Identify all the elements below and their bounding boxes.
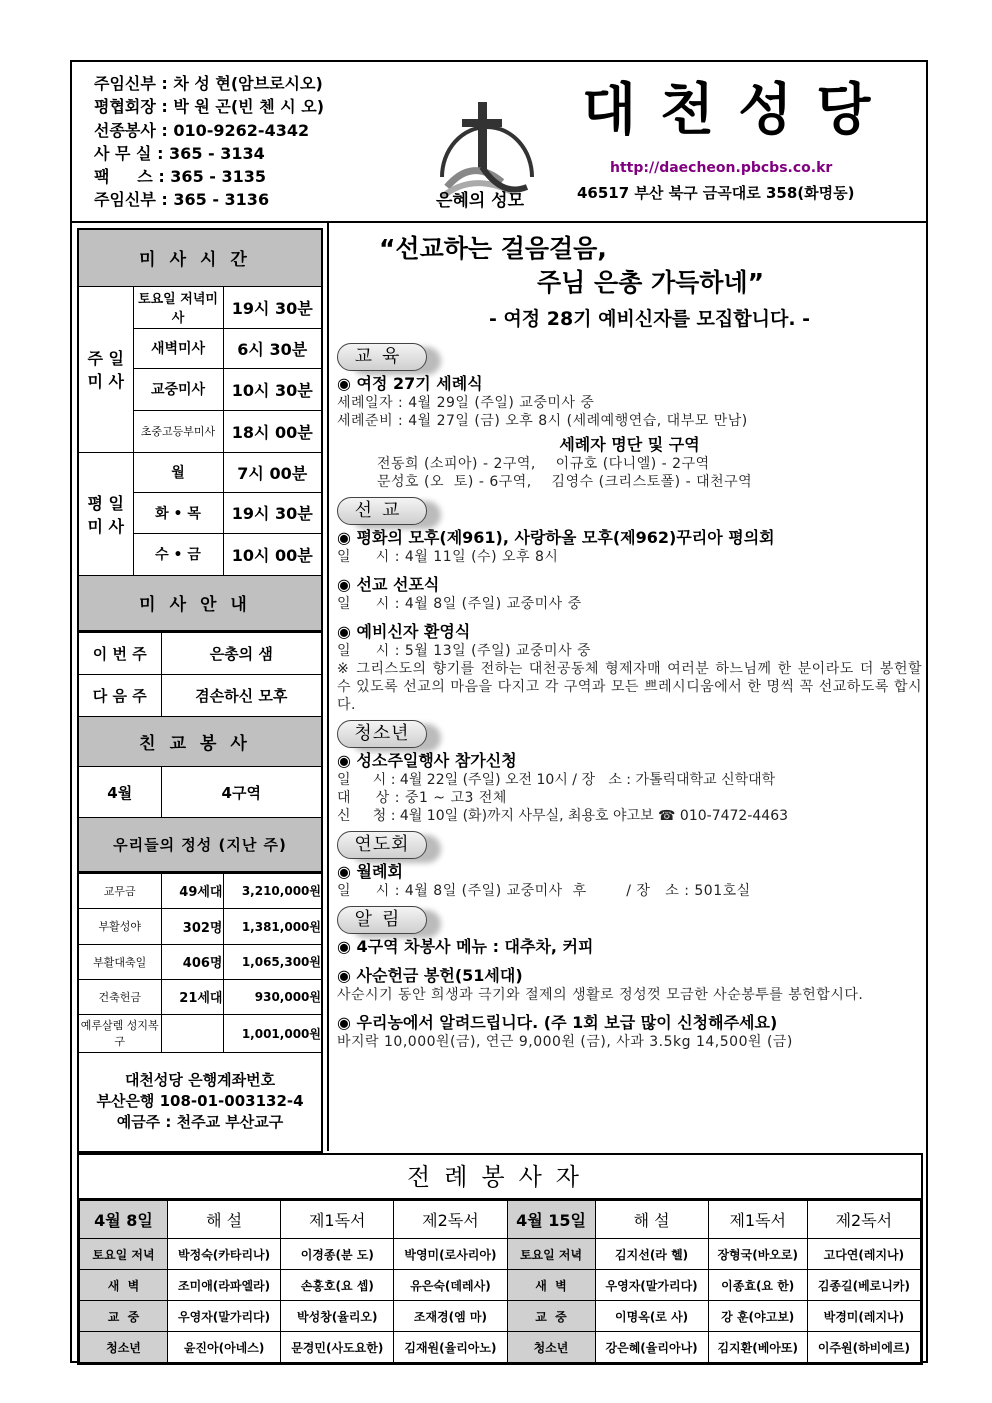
left-column [77, 228, 323, 1153]
sunday-label: 주 일 미 사 [78, 286, 133, 452]
liturgy-table [79, 1200, 921, 1363]
subtitle: - 여정 28기 예비신자를 모집합니다. - [488, 308, 811, 330]
mass-label: 토요일 저녁 [80, 1239, 168, 1270]
fellowship-month: 4월 [78, 767, 161, 818]
mass-time: 18시 00분 [223, 410, 322, 452]
section-label-notice: 알림 [337, 906, 427, 934]
contact-info [94, 72, 324, 212]
date-header: 4월 8일 [80, 1201, 168, 1239]
item-title: ◉ 사순헌금 봉헌(51세대) [337, 966, 523, 985]
bank-line: 예금주 : 천주교 부산교구 [116, 1113, 284, 1132]
item-line: 일 시 : 4월 8일 (주일) 교중미사 중 [337, 596, 582, 612]
baptism-list-title: 세례자 명단 및 구역 [559, 435, 700, 454]
date-header: 4월 15일 [507, 1201, 595, 1239]
offering-amount: 1,001,000원 [223, 1014, 322, 1052]
bank-info [78, 1052, 322, 1152]
table-row [80, 1332, 921, 1363]
liturgy-servers [77, 1153, 923, 1365]
theme-quote-line1: “선교하는 걸음걸음, [379, 234, 607, 263]
server: 이명옥(로 사) [595, 1301, 708, 1332]
item-title: ◉ 여정 27기 세례식 [337, 374, 483, 393]
server: 김지환(베아또) [708, 1332, 807, 1363]
mass-time: 7시 00분 [223, 452, 322, 492]
mass-label: 토요일 저녁 [507, 1239, 595, 1270]
server: 박영미(로사리아) [394, 1239, 507, 1270]
server: 조미애(라파엘라) [168, 1270, 281, 1301]
guide-value: 은총의 샘 [161, 633, 322, 675]
info-line: 주임신부 : 차 성 현(암브로시오) [94, 74, 323, 93]
server: 문경민(사도요한) [281, 1332, 394, 1363]
server: 고다연(레지나) [807, 1239, 920, 1270]
offering-name: 건축헌금 [78, 979, 161, 1014]
offering-name: 예루살렘 성지복구 [78, 1014, 161, 1052]
server: 장형국(바오로) [708, 1239, 807, 1270]
mass-time: 19시 30분 [223, 286, 322, 328]
mass-label: 새 벽 [80, 1270, 168, 1301]
liturgy-title: 전례봉사자 [79, 1155, 921, 1200]
table-row [80, 1270, 921, 1301]
col-header: 제2독서 [807, 1201, 920, 1239]
weekday-label: 평 일 미 사 [78, 452, 133, 575]
server: 우영자(말가리다) [595, 1270, 708, 1301]
mission-note: ※ 그리스도의 향기를 전하는 대천공동체 형제자매 여러분 하느님께 한 분이라도 더 봉헌할 수 있도록 선교의 마음을 다지고 각 구역과 모든 쁘레시디움에서 한 명씩 꼭 선교하도록 합시다. [337, 661, 922, 713]
item-line: 일 시 : 4월 8일 (주일) 교중미사 후 / 장 소 : 501호실 [337, 883, 751, 899]
col-header: 제1독서 [708, 1201, 807, 1239]
offering-count [161, 1014, 223, 1052]
bank-line: 대천성당 은행계좌번호 [124, 1071, 276, 1090]
offering-count: 302명 [161, 908, 223, 944]
server: 유은숙(데레사) [394, 1270, 507, 1301]
col-header: 해 설 [168, 1201, 281, 1239]
col-header: 제1독서 [281, 1201, 394, 1239]
table-row [80, 1239, 921, 1270]
info-line: 사 무 실 : 365 - 3134 [94, 143, 265, 163]
mass-name: 화 • 목 [133, 492, 223, 533]
mass-label: 교 중 [507, 1301, 595, 1332]
mass-title: 미사시간 [78, 229, 322, 286]
offering-count: 21세대 [161, 979, 223, 1014]
table-row [80, 1301, 921, 1332]
address: 46517 부산 북구 금곡대로 358(화명동) [577, 184, 855, 202]
server: 이경종(분 도) [281, 1239, 394, 1270]
server: 김재원(율리아노) [394, 1332, 507, 1363]
item-line: 세례일자 : 4월 29일 (주일) 교중미사 중 [337, 395, 595, 411]
mass-name: 초중고등부미사 [133, 410, 223, 452]
mass-name: 월 [133, 452, 223, 492]
mass-label: 청소년 [80, 1332, 168, 1363]
info-line: 주임신부 : 365 - 3136 [94, 190, 270, 210]
offering-count: 406명 [161, 944, 223, 979]
baptism-list-line: 문성호 (오 토) - 6구역, 김영수 (크리스토폴) - 대천구역 [377, 474, 753, 490]
item-line: 바지락 10,000원(금), 연근 9,000원 (금), 사과 3.5kg 14,500원 (금) [337, 1034, 793, 1050]
offering-amount: 1,065,300원 [223, 944, 322, 979]
mass-time: 10시 00분 [223, 533, 322, 575]
main-content [337, 232, 922, 1051]
section-label-youth: 청소년 [337, 720, 427, 748]
guide-value: 겸손하신 모후 [161, 675, 322, 717]
mass-label: 청소년 [507, 1332, 595, 1363]
guide-label: 다 음 주 [78, 675, 161, 717]
item-line: 사순시기 동안 희생과 극기와 절제의 생활로 정성껏 모금한 사순봉투를 봉헌합시다. [337, 987, 864, 1003]
bulletin [70, 60, 928, 1363]
item-line: 세례준비 : 4월 27일 (금) 오후 8시 (세례예행연습, 대부모 만남) [337, 413, 748, 429]
server: 이종효(요 한) [708, 1270, 807, 1301]
mass-time: 6시 30분 [223, 328, 322, 368]
baptism-list-line: 전동희 (소피아) - 2구역, 이규호 (다니엘) - 2구역 [377, 456, 710, 472]
guide-table [77, 632, 323, 873]
logo-caption: 은혜의 성모 [436, 191, 525, 211]
bank-account: 부산은행 108-01-003132-4 [96, 1092, 304, 1111]
mass-schedule-table [77, 228, 323, 632]
offering-table [77, 873, 323, 1154]
info-line: 팩 스 : 365 - 3135 [94, 167, 267, 187]
item-title: ◉ 월례회 [337, 862, 403, 881]
section-label-mission: 선교 [337, 497, 427, 525]
fellowship-value: 4구역 [161, 767, 322, 818]
item-line: 일 시 : 5월 13일 (주일) 교중미사 중 [337, 643, 592, 659]
server: 김지선(라 헬) [595, 1239, 708, 1270]
item-title: ◉ 예비신자 환영식 [337, 622, 471, 641]
item-title: ◉ 우리농에서 알려드립니다. (주 1회 보급 많이 신청해주세요) [337, 1013, 778, 1032]
column-divider [327, 223, 329, 1151]
server: 박정숙(카타리나) [168, 1239, 281, 1270]
mass-name: 교중미사 [133, 368, 223, 410]
item-title: ◉ 평화의 모후(제961), 사랑하올 모후(제962)꾸리아 평의회 [337, 528, 775, 547]
item-line: 일 시 : 4월 11일 (수) 오후 8시 [337, 549, 559, 565]
info-line: 선종봉사 : 010-9262-4342 [94, 120, 310, 140]
server: 윤진아(아네스) [168, 1332, 281, 1363]
item-title: ◉ 선교 선포식 [337, 575, 440, 594]
mass-time: 19시 30분 [223, 492, 322, 533]
item-line: 신 청 : 4월 10일 (화)까지 사무실, 최용호 야고보 ☎ 010-7472-4463 [337, 808, 789, 824]
server: 이주원(하비에르) [807, 1332, 920, 1363]
website-link[interactable]: http://daecheon.pbcbs.co.kr [610, 160, 833, 176]
server: 박경미(레지나) [807, 1301, 920, 1332]
mass-label: 교 중 [80, 1301, 168, 1332]
item-title: ◉ 4구역 차봉사 메뉴 : 대추차, 커피 [337, 937, 594, 956]
server: 조재경(엠 마) [394, 1301, 507, 1332]
offering-name: 교무금 [78, 873, 161, 908]
offering-amount: 1,381,000원 [223, 908, 322, 944]
guide-label: 이 번 주 [78, 633, 161, 675]
theme-quote-line2: 주님 은총 가득하네” [537, 268, 765, 297]
server: 강 훈(야고보) [708, 1301, 807, 1332]
fellowship-title: 친교봉사 [78, 717, 322, 767]
mass-name: 수 • 금 [133, 533, 223, 575]
col-header: 해 설 [595, 1201, 708, 1239]
header [72, 62, 926, 223]
item-line: 일 시 : 4월 22일 (주일) 오전 10시 / 장 소 : 가톨릭대학교 신학대학 [337, 772, 776, 788]
info-line: 평협회장 : 박 원 곤(빈 첸 시 오) [94, 97, 325, 117]
section-label-elders: 연도회 [337, 831, 427, 859]
col-header: 제2독서 [394, 1201, 507, 1239]
guide-title: 미사안내 [78, 575, 322, 631]
mass-name: 토요일 저녁미사 [133, 286, 223, 328]
item-title: ◉ 성소주일행사 참가신청 [337, 751, 517, 770]
server: 강은혜(율리아나) [595, 1332, 708, 1363]
offering-amount: 930,000원 [223, 979, 322, 1014]
mass-label: 새 벽 [507, 1270, 595, 1301]
server: 박성창(율리오) [281, 1301, 394, 1332]
mass-time: 10시 30분 [223, 368, 322, 410]
server: 우영자(말가리다) [168, 1301, 281, 1332]
server: 김종길(베로니카) [807, 1270, 920, 1301]
offering-count: 49세대 [161, 873, 223, 908]
server: 손홍호(요 셉) [281, 1270, 394, 1301]
mass-name: 새벽미사 [133, 328, 223, 368]
offering-title: 우리들의 정성 (지난 주) [78, 818, 322, 872]
item-line: 대 상 : 중1 ~ 고3 전체 [337, 790, 507, 806]
church-name: 대천성당 [582, 78, 895, 143]
section-label-education: 교육 [337, 343, 427, 371]
offering-amount: 3,210,000원 [223, 873, 322, 908]
offering-name: 부활성야 [78, 908, 161, 944]
offering-name: 부활대축일 [78, 944, 161, 979]
